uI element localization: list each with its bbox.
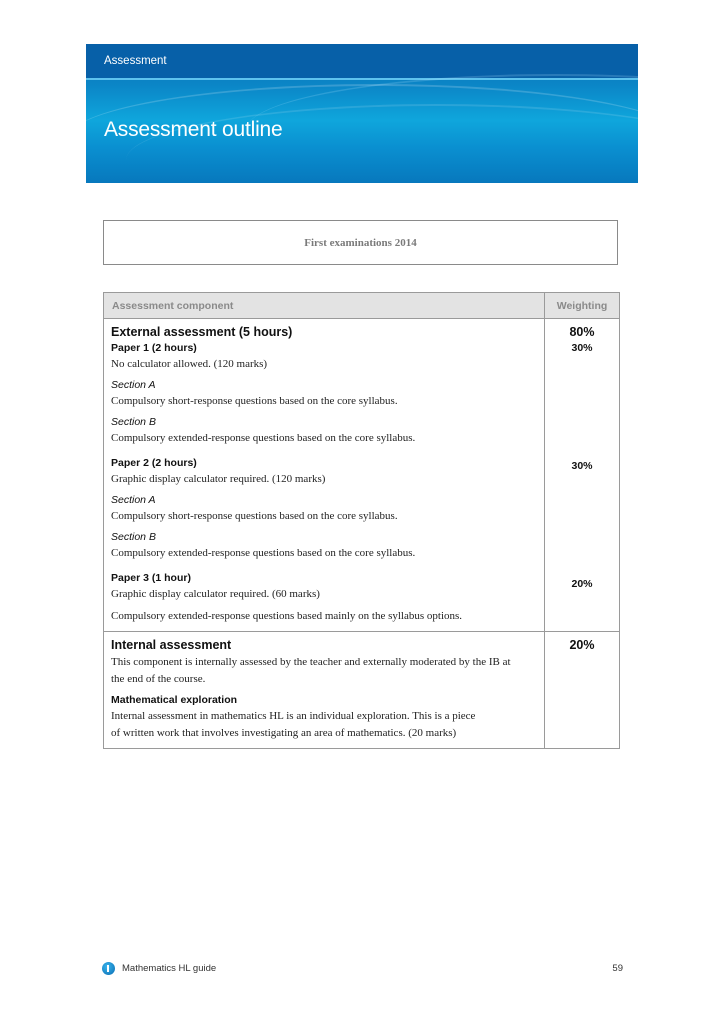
- section-label: Assessment: [104, 55, 167, 67]
- internal-desc-line2: the end of the course.: [111, 673, 206, 685]
- internal-assessment-title: Internal assessment: [111, 638, 232, 652]
- column-header-weighting: Weighting: [545, 293, 620, 319]
- footer-guide-title: Mathematics HL guide: [122, 963, 217, 974]
- internal-weight: 20%: [569, 638, 595, 652]
- exploration-line1: Internal assessment in mathematics HL is an individual exploration. This is a piece: [111, 710, 476, 722]
- first-examinations-text: First examinations 2014: [304, 236, 417, 249]
- exploration-line2: of written work that involves investigating an area of mathematics. (20 marks): [111, 727, 457, 739]
- column-header-component: Assessment component: [104, 293, 545, 319]
- internal-weighting-cell: [545, 632, 620, 749]
- table-row-external: [104, 319, 620, 632]
- paper3-desc: Graphic display calculator required. (60 marks): [111, 588, 320, 600]
- paper2-weight: 30%: [571, 460, 593, 472]
- header-banner: [86, 44, 638, 183]
- paper1-desc: No calculator allowed. (120 marks): [111, 358, 268, 370]
- paper2-section-a-label: Section A: [111, 494, 156, 506]
- page-footer: [102, 961, 623, 979]
- table-row-internal: [104, 632, 620, 749]
- assessment-table: [103, 292, 620, 749]
- external-assessment-title: External assessment (5 hours): [111, 325, 293, 339]
- first-examinations-box: [103, 220, 618, 265]
- paper3-title: Paper 3 (1 hour): [111, 572, 191, 584]
- paper1-section-b-label: Section B: [111, 416, 156, 428]
- external-component-cell: [104, 319, 545, 632]
- paper2-desc: Graphic display calculator required. (120 marks): [111, 473, 326, 485]
- paper2-title: Paper 2 (2 hours): [111, 457, 197, 469]
- paper3-text: Compulsory extended-response questions based mainly on the syllabus options.: [111, 610, 463, 622]
- external-weight: 80%: [569, 325, 595, 339]
- paper2-section-b-label: Section B: [111, 531, 156, 543]
- paper2-section-b-text: Compulsory extended-response questions based on the core syllabus.: [111, 547, 416, 559]
- page-number: 59: [612, 963, 623, 974]
- ib-logo-icon: [102, 962, 115, 975]
- table-header-row: [104, 293, 620, 319]
- page-title: Assessment outline: [104, 118, 283, 141]
- paper1-section-a-text: Compulsory short-response questions based on the core syllabus.: [111, 395, 398, 407]
- paper1-section-a-label: Section A: [111, 379, 156, 391]
- paper1-section-b-text: Compulsory extended-response questions based on the core syllabus.: [111, 432, 416, 444]
- paper1-weight: 30%: [571, 342, 593, 354]
- internal-desc-line1: This component is internally assessed by the teacher and externally moderated by the IB at: [111, 656, 511, 668]
- paper2-section-a-text: Compulsory short-response questions based on the core syllabus.: [111, 510, 398, 522]
- paper1-title: Paper 1 (2 hours): [111, 342, 197, 354]
- paper3-weight: 20%: [571, 578, 593, 590]
- internal-component-cell: [104, 632, 545, 749]
- external-weighting-cell: [545, 319, 620, 632]
- exploration-title: Mathematical exploration: [111, 694, 238, 706]
